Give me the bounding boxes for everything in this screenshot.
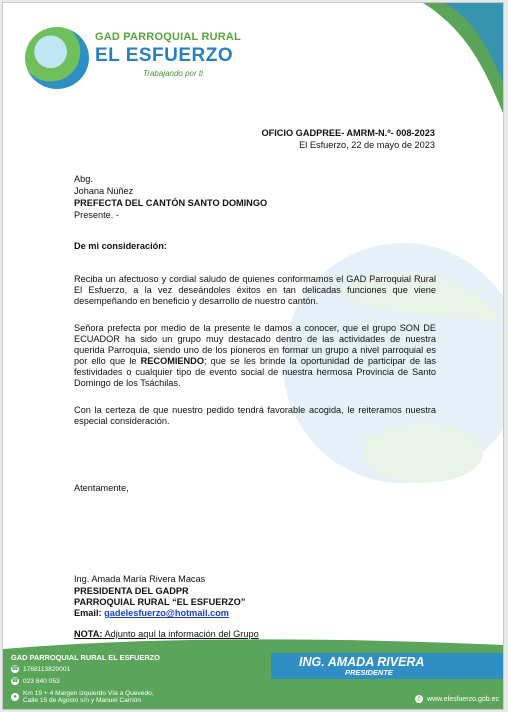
footer-org-name: GAD PARROQUIAL RURAL EL ESFUERZO — [11, 653, 160, 662]
paragraph-2 — [74, 323, 436, 389]
signer-email-line — [74, 608, 229, 619]
letter-page — [2, 2, 504, 710]
paragraph-1: Reciba un afectuoso y cordial saludo de quienes conformamos el GAD Parroquial Rural El Esfuerzo, a la vez deseándoles éxitos en tan delicadas funciones que viene desempeñando en beneficio y desarrollo de nuestro cantón. — [74, 274, 436, 306]
signer-name: Ing. Amada María Rivera Macas — [74, 574, 206, 584]
paragraph-2-text-a: Señora prefecta por medio de la presente le damos a conocer, que el grupo SON DE ECUADOR ha sido un grupo muy destacado dentro de las actividades de nuestra querida Parroquia, siendo uno de los pioneros en formar un grupo a nivel parroquial es por ello que le — [74, 323, 436, 366]
email-link[interactable]: gadelesfuerzo@hotmail.com — [104, 608, 229, 618]
phone-icon: ☎ — [11, 678, 19, 684]
phone-icon: ☎ — [11, 666, 19, 672]
recipient-role: PREFECTA DEL CANTÓN SANTO DOMINGO — [74, 198, 268, 208]
corner-decoration — [383, 3, 503, 113]
salutation: De mi consideración: — [74, 241, 167, 251]
footer-address — [11, 690, 154, 704]
logo-emblem-icon — [25, 27, 89, 89]
location-icon: ● — [11, 693, 19, 701]
footer-phone-1 — [11, 665, 70, 673]
paragraph-3: Con la certeza de que nuestro pedido tendrá favorable acogida, le reiteramos nuestra especial consideración. — [74, 405, 436, 426]
email-label: Email: — [74, 608, 105, 618]
footer-signature-band — [271, 653, 504, 679]
logo-org-line2: EL ESFUERZO — [95, 45, 234, 66]
footer-phone-2 — [11, 677, 60, 685]
footer-phone-2-text: 023 840 053 — [23, 677, 60, 685]
footer — [3, 649, 504, 709]
globe-icon: ◎ — [416, 696, 422, 702]
recommendation-keyword: RECOMIENDO — [140, 356, 204, 366]
recipient-present: Presente. - — [74, 210, 119, 220]
closing: Atentamente, — [74, 483, 129, 493]
footer-address-line-2: Calle 15 de Agosto s/n y Manuel Carrión — [23, 697, 142, 704]
signer-role-2: PARROQUIAL RURAL “EL ESFUERZO” — [74, 597, 246, 607]
logo-tagline: Trabajando por ti — [143, 69, 203, 78]
document-date: El Esfuerzo, 22 de mayo de 2023 — [299, 140, 435, 150]
signer-role-1: PRESIDENTA DEL GADPR — [74, 586, 189, 596]
note-text: Adjunto aquí la información del Grupo — [102, 629, 259, 639]
footer-address-line-1: Km 19 + 4 Margen izquierdo Vía a Quevedo, — [23, 690, 154, 697]
paragraph-2-text-c: ; que se les brinde la oportunidad de participar de las festividades o cualquier tipo de evento social de nuestra hermosa Provincia de Santo Domingo de los Tsáchilas. — [74, 356, 436, 388]
logo-org-line1: GAD PARROQUIAL RURAL — [95, 31, 241, 43]
footer-phone-1-text: 1768113820001 — [23, 665, 71, 673]
document-reference: OFICIO GADPREE- AMRM-N.º- 008-2023 — [261, 128, 435, 138]
recipient-name: Johana Núñez — [74, 186, 134, 196]
organization-logo — [25, 25, 241, 91]
footer-website — [415, 695, 499, 703]
recipient-title: Abg. — [74, 174, 93, 184]
note-label: NOTA: — [74, 629, 103, 639]
footer-website-text: www.elesfuerzo.gob.ec — [427, 695, 499, 703]
footer-signature-role: PRESIDENTE — [345, 668, 393, 677]
footer-signature-name: ING. AMADA RIVERA — [299, 655, 425, 669]
